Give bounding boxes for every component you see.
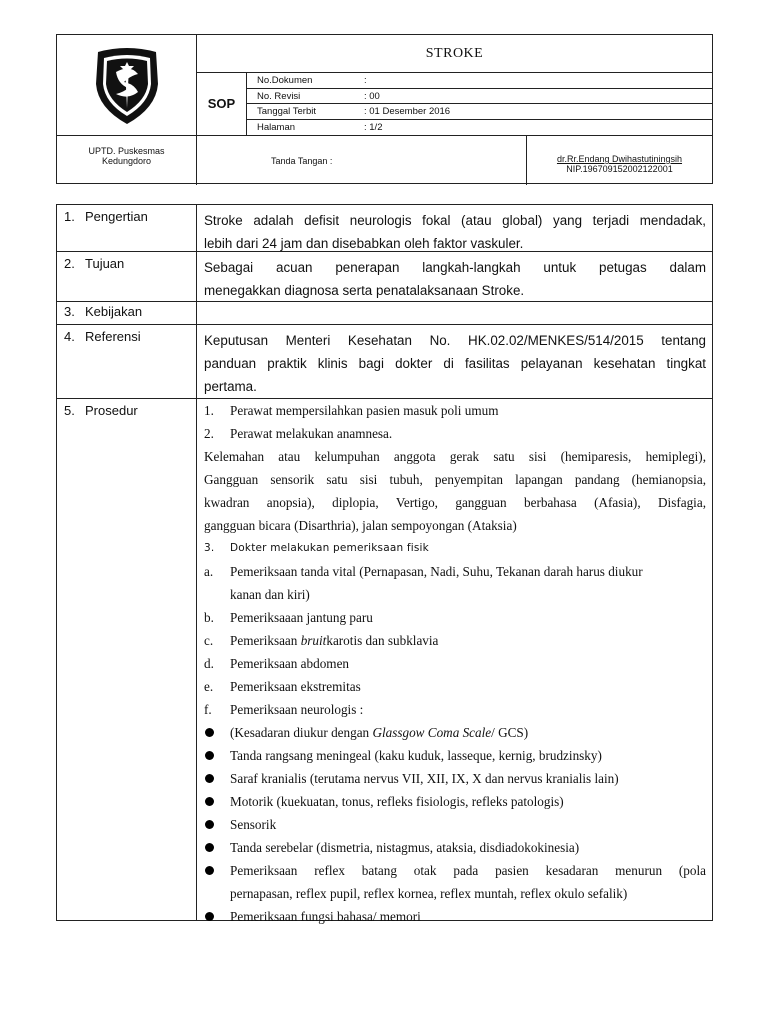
meta-row-page: Halaman : 1/2	[257, 121, 383, 133]
section-label: Pengertian	[85, 209, 148, 224]
bullet-item: Sensorik	[204, 813, 706, 836]
bullet-icon	[205, 751, 214, 760]
bullet-item: Pemeriksaan fungsi bahasa/ memori	[204, 905, 706, 928]
document-meta	[247, 73, 712, 135]
section-label: Tujuan	[85, 256, 125, 271]
bullet-item: Pemeriksaan reflex batang otak pada pasien kesadaran menurun (pola	[204, 859, 706, 882]
exam-item: c. Pemeriksaan bruitkarotis dan subklavia	[204, 633, 439, 648]
exam-item: f. Pemeriksaan neurologis :	[204, 702, 364, 717]
row-referensi: 4. Referensi Keputusan Menteri Kesehatan No. HK.02.02/MENKES/514/2015 tentang panduan praktik klinis bagi dokter di fasilitas pelayanan kesehatan tingkat pertama.	[57, 325, 712, 399]
bullet-item: Tanda serebelar (dismetria, nistagmus, ataksia, disdiadokokinesia)	[204, 836, 706, 859]
anamnesa-text: Kelemahan atau kelumpuhan anggota gerak satu sisi (hemiparesis, hemiplegi),	[204, 449, 706, 464]
exam-item: d. Pemeriksaan abdomen	[204, 656, 350, 671]
bullet-item: (Kesadaran diukur dengan Glassgow Coma Scale/ GCS)	[204, 721, 706, 744]
exam-item: e. Pemeriksaan ekstremitas	[204, 679, 361, 694]
list-item: 1. Perawat mempersilahkan pasien masuk poli umum	[204, 403, 499, 418]
list-item: 2. Perawat melakukan anamnesa.	[204, 426, 393, 441]
header-footer-row	[57, 135, 712, 185]
bullet-icon	[205, 866, 214, 875]
section-text: Keputusan Menteri Kesehatan No. HK.02.02/MENKES/514/2015 tentang panduan praktik klinis bagi dokter di fasilitas pelayanan kesehatan tingkat pertama.	[204, 333, 706, 394]
official-signatory	[527, 136, 712, 185]
official-nip: NIP.196709152002122001	[566, 164, 673, 174]
bullet-icon	[205, 774, 214, 783]
list-item: 3. Dokter melakukan pemeriksaan fisik	[204, 542, 429, 554]
procedure-steps: 1. Perawat mempersilahkan pasien masuk poli umum 2. Perawat melakukan anamnesa. Kelemahan atau kelumpuhan anggota gerak satu sisi (hemiparesis, hemiplegi), Gangguan sensorik satu sisi tubuh, penyempitan lapangan pandang (hemianopsia, kwadran anopsia), diplopia, Vertigo, gangguan berbahasa (Afasia), Disfagia, gangguan bicara (Disarthria), jalan sempoyongan (Ataksia) 3. Dokter melakukan pemeriksaan fisik a. Pemeriksaan tanda vital (Pernapasan, Nadi, Suhu, Tekanan darah harus diukur kanan dan kiri) b. Pemeriksaaan jantung paru c. Pemeriksaan bruitkarotis dan subklavia d. Pemeriksaan abdomen e. Pemeriksaan ekstremitas f. Pemeriksaan neurologis : (Kesadaran diukur dengan Glassgow Coma Scale/ GCS) Tanda rangsang meningeal (kaku kuduk, lasseque, kernig, brudzinsky) Saraf kranialis (terutama nervus VII, XII, IX, X dan nervus kranialis lain) Motorik (kuekuatan, tonus, refleks fisiologis, refleks patologis) Sensorik Tanda serebelar (dismetria, nistagmus, ataksia, disdiadokokinesia) Pemeriksaan reflex batang otak pada pasien kesadaran menurun (pola pernapasan, reflex pupil, reflex kornea, reflex muntah, reflex okulo sefalik) Pemeriksaan fungsi bahasa/ memori	[197, 399, 712, 920]
section-label: Prosedur	[85, 403, 138, 418]
row-pengertian: 1. Pengertian Stroke adalah defisit neurologis fokal (atau global) yang terjadi mendadak, lebih dari 24 jam dan disebabkan oleh faktor vaskuler.	[57, 205, 712, 252]
bullet-icon	[205, 797, 214, 806]
logo-cell	[57, 35, 197, 135]
section-text: Sebagai acuan penerapan langkah-langkah untuk petugas dalam menegakkan diagnosa serta penatalaksanaan Stroke.	[204, 260, 706, 298]
document-title: STROKE	[197, 35, 712, 73]
meta-row-issue-date: Tanggal Terbit : 01 Desember 2016	[247, 104, 712, 120]
meta-row-document-number: No.Dokumen :	[247, 73, 712, 89]
exam-item: b. Pemeriksaaan jantung paru	[204, 610, 373, 625]
signature-label: Tanda Tangan :	[271, 156, 333, 166]
section-label: Referensi	[85, 329, 141, 344]
city-crest-icon	[90, 46, 164, 126]
row-kebijakan: 3. Kebijakan	[57, 302, 712, 325]
document-header	[56, 34, 713, 184]
official-name: dr.Rr.Endang Dwihastutiningsih	[556, 154, 683, 164]
sop-content-table	[56, 204, 713, 924]
bullet-icon	[205, 912, 214, 921]
signature-cell	[197, 136, 527, 185]
section-label: Kebijakan	[85, 304, 143, 319]
bullet-item: Tanda rangsang meningeal (kaku kuduk, lasseque, kernig, brudzinsky)	[204, 744, 706, 767]
organization-name: UPTD. Puskesmas Kedungdoro	[57, 136, 197, 185]
row-prosedur: 5. Prosedur 1. Perawat mempersilahkan pasien masuk poli umum 2. Perawat melakukan anamnesa. Kelemahan atau kelumpuhan anggota gerak satu sisi (hemiparesis, hemiplegi), Gangguan sensorik satu sisi tubuh, penyempitan lapangan pandang (hemianopsia, kwadran anopsia), diplopia, Vertigo, gangguan berbahasa (Afasia), Disfagia, gangguan bicara (Disarthria), jalan sempoyongan (Ataksia) 3. Dokter melakukan pemeriksaan fisik a. Pemeriksaan tanda vital (Pernapasan, Nadi, Suhu, Tekanan darah harus diukur kanan dan kiri) b. Pemeriksaaan jantung paru c. Pemeriksaan bruitkarotis dan subklavia d. Pemeriksaan abdomen e. Pemeriksaan ekstremitas f. Pemeriksaan neurologis : (Kesadaran diukur dengan Glassgow Coma Scale/ GCS) Tanda rangsang meningeal (kaku kuduk, lasseque, kernig, brudzinsky) Saraf kranialis (terutama nervus VII, XII, IX, X dan nervus kranialis lain) Motorik (kuekuatan, tonus, refleks fisiologis, refleks patologis) Sensorik Tanda serebelar (dismetria, nistagmus, ataksia, disdiadokokinesia) Pemeriksaan reflex batang otak pada pasien kesadaran menurun (pola pernapasan, reflex pupil, reflex kornea, reflex muntah, reflex okulo sefalik) Pemeriksaan fungsi bahasa/ memori	[57, 399, 712, 920]
bullet-icon	[205, 820, 214, 829]
bullet-icon	[205, 843, 214, 852]
meta-row-revision: No. Revisi : 00	[247, 89, 712, 105]
sop-label: SOP	[197, 73, 247, 135]
bullet-item: Saraf kranialis (terutama nervus VII, XII, IX, X dan nervus kranialis lain)	[204, 767, 706, 790]
row-tujuan: 2. Tujuan Sebagai acuan penerapan langkah-langkah untuk petugas dalam menegakkan diagnosa serta penatalaksanaan Stroke.	[57, 252, 712, 302]
bullet-item: Motorik (kuekuatan, tonus, refleks fisiologis, refleks patologis)	[204, 790, 706, 813]
section-text: Stroke adalah defisit neurologis fokal (atau global) yang terjadi mendadak, lebih dari 24 jam dan disebabkan oleh faktor vaskuler.	[204, 213, 706, 251]
exam-item: a. Pemeriksaan tanda vital (Pernapasan, Nadi, Suhu, Tekanan darah harus diukur	[204, 564, 643, 579]
bullet-icon	[205, 728, 214, 737]
